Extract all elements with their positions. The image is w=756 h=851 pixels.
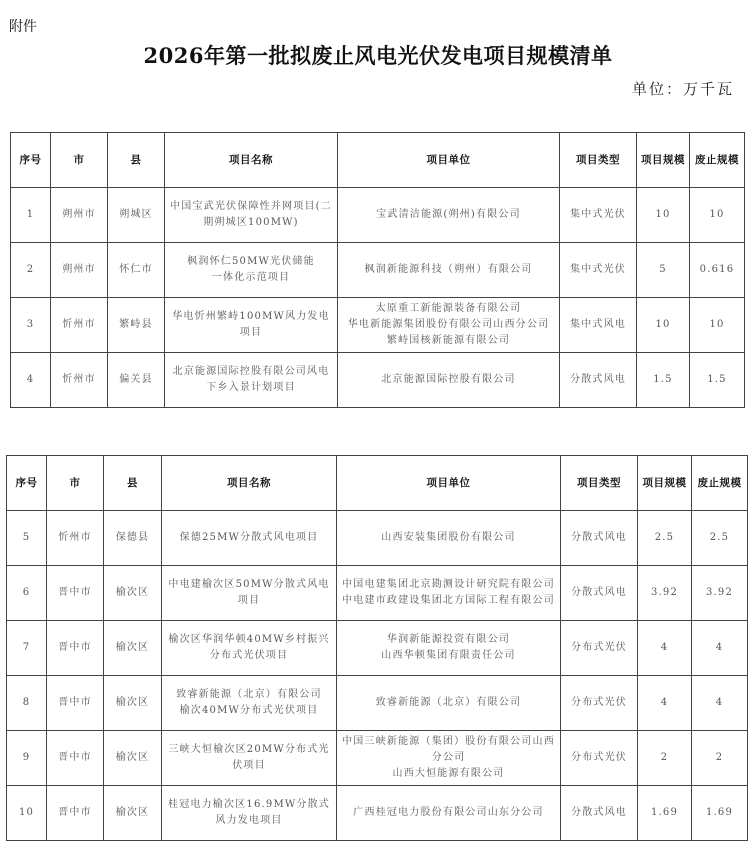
- cell-city: 朔州市: [51, 243, 108, 298]
- cell-project-unit-line: 太原重工新能源装备有限公司: [375, 303, 522, 314]
- cell-city: 忻州市: [47, 511, 104, 566]
- cell-county: 榆次区: [104, 731, 162, 786]
- cell-project-unit-line: 山西大恒能源有限公司: [392, 768, 505, 779]
- cell-project-name: [162, 676, 337, 731]
- cell-project-name-line: 致睿新能源（北京）有限公司: [176, 689, 322, 700]
- table-row: [7, 676, 748, 731]
- cell-city: 晋中市: [47, 731, 104, 786]
- cell-project-scale: 1.5: [637, 353, 690, 408]
- cell-project-unit-line: 枫润新能源科技（朔州）有限公司: [364, 264, 533, 275]
- table-row: [11, 243, 745, 298]
- cell-project-scale: 5: [637, 243, 690, 298]
- cell-project-name: [165, 298, 338, 353]
- table-header-row: [11, 133, 745, 188]
- cell-no: 3: [11, 298, 51, 353]
- cell-project-unit-line: 中国三峡新能源（集团）股份有限公司山西分公司: [342, 736, 555, 763]
- header-project-scale: 项目规模: [637, 133, 690, 188]
- table-row: [7, 511, 748, 566]
- cell-project-unit-line: 中国电建集团北京勘测设计研究院有限公司: [342, 579, 555, 590]
- cell-project-unit: [338, 243, 560, 298]
- cell-project-name: [162, 566, 337, 621]
- cell-project-name-line: 榆次40MW分布式光伏项目: [179, 705, 319, 716]
- header-no: 序号: [7, 456, 47, 511]
- table-row: [7, 786, 748, 841]
- cell-project-type: 分散式风电: [560, 353, 637, 408]
- cell-abolish-scale: 1.5: [690, 353, 745, 408]
- cell-project-unit-line: 山西华顿集团有限责任公司: [381, 650, 516, 661]
- project-table-1: [10, 132, 745, 408]
- cell-project-unit: [338, 188, 560, 243]
- cell-no: 1: [11, 188, 51, 243]
- cell-project-name-line: 桂冠电力榆次区16.9MW分散式风力发电项目: [168, 799, 330, 826]
- header-project-name: 项目名称: [162, 456, 337, 511]
- cell-project-unit-line: 致睿新能源（北京）有限公司: [375, 697, 522, 708]
- cell-project-name: [165, 188, 338, 243]
- cell-project-scale: 3.92: [638, 566, 692, 621]
- table-body: [7, 511, 748, 841]
- cell-abolish-scale: 2.5: [692, 511, 748, 566]
- cell-county: 保德县: [104, 511, 162, 566]
- cell-project-name: [162, 511, 337, 566]
- cell-project-scale: 10: [637, 298, 690, 353]
- cell-county: 怀仁市: [108, 243, 165, 298]
- cell-project-unit: [337, 566, 561, 621]
- cell-project-type: 分散式风电: [561, 566, 638, 621]
- cell-project-unit-line: 华润新能源投资有限公司: [386, 634, 511, 645]
- cell-no: 5: [7, 511, 47, 566]
- table-body: [11, 188, 745, 408]
- cell-project-unit-line: 北京能源国际控股有限公司: [381, 374, 516, 385]
- table-row: [11, 188, 745, 243]
- cell-project-unit-line: 繁峙国核新能源有限公司: [386, 335, 511, 346]
- cell-project-unit-line: 华电新能源集团股份有限公司山西分公司: [347, 319, 550, 330]
- header-project-unit: 项目单位: [337, 456, 561, 511]
- cell-project-unit: [337, 731, 561, 786]
- cell-abolish-scale: 1.69: [692, 786, 748, 841]
- cell-city: 晋中市: [47, 786, 104, 841]
- header-project-name: 项目名称: [165, 133, 338, 188]
- cell-county: 榆次区: [104, 786, 162, 841]
- cell-county: 榆次区: [104, 676, 162, 731]
- attachment-label: 附件: [9, 19, 37, 35]
- cell-project-name-line: 一体化示范项目: [211, 272, 291, 283]
- cell-project-name-line: 榆次区华润华顿40MW乡村振兴分布式光伏项目: [168, 634, 330, 661]
- header-county: 县: [104, 456, 162, 511]
- table-row: [11, 298, 745, 353]
- cell-abolish-scale: 10: [690, 188, 745, 243]
- cell-project-unit: [337, 676, 561, 731]
- cell-county: 榆次区: [104, 621, 162, 676]
- cell-project-unit-line: 宝武清洁能源(朔州)有限公司: [376, 209, 521, 220]
- header-city: 市: [51, 133, 108, 188]
- header-no: 序号: [11, 133, 51, 188]
- cell-no: 4: [11, 353, 51, 408]
- cell-county: 偏关县: [108, 353, 165, 408]
- table-row: [7, 566, 748, 621]
- cell-project-name: [165, 243, 338, 298]
- cell-project-scale: 2: [638, 731, 692, 786]
- cell-project-name: [165, 353, 338, 408]
- cell-project-unit: [337, 786, 561, 841]
- cell-project-unit: [337, 511, 561, 566]
- cell-project-type: 分布式光伏: [561, 676, 638, 731]
- cell-project-type: 分散式风电: [561, 511, 638, 566]
- cell-project-unit-line: 山西安装集团股份有限公司: [381, 532, 516, 543]
- cell-abolish-scale: 0.616: [690, 243, 745, 298]
- cell-no: 2: [11, 243, 51, 298]
- unit-label: 单位：万千瓦: [631, 80, 734, 98]
- cell-project-name: [162, 786, 337, 841]
- cell-project-unit-line: 中电建市政建设集团北方国际工程有限公司: [342, 595, 555, 606]
- cell-project-name-line: 北京能源国际控股有限公司风电下乡入景计划项目: [172, 366, 330, 393]
- cell-city: 晋中市: [47, 566, 104, 621]
- cell-no: 9: [7, 731, 47, 786]
- cell-county: 朔城区: [108, 188, 165, 243]
- cell-project-type: 集中式光伏: [560, 243, 637, 298]
- cell-abolish-scale: 4: [692, 621, 748, 676]
- cell-project-name-line: 三峡大恒榆次区20MW分布式光伏项目: [168, 744, 330, 771]
- header-city: 市: [47, 456, 104, 511]
- cell-project-scale: 1.69: [638, 786, 692, 841]
- cell-project-scale: 4: [638, 676, 692, 731]
- cell-project-name-line: 华电忻州繁峙100MW风力发电项目: [172, 311, 330, 338]
- cell-city: 晋中市: [47, 676, 104, 731]
- cell-city: 忻州市: [51, 298, 108, 353]
- header-project-unit: 项目单位: [338, 133, 560, 188]
- cell-city: 忻州市: [51, 353, 108, 408]
- document-title: 2026年第一批拟废止风电光伏发电项目规模清单: [143, 43, 613, 68]
- header-abolish-scale: 废止规模: [692, 456, 748, 511]
- header-abolish-scale: 废止规模: [690, 133, 745, 188]
- cell-project-scale: 4: [638, 621, 692, 676]
- cell-no: 10: [7, 786, 47, 841]
- header-county: 县: [108, 133, 165, 188]
- cell-project-unit: [338, 353, 560, 408]
- table-row: [7, 731, 748, 786]
- cell-no: 7: [7, 621, 47, 676]
- cell-project-type: 分散式风电: [561, 786, 638, 841]
- cell-project-name: [162, 621, 337, 676]
- cell-no: 6: [7, 566, 47, 621]
- cell-project-name-line: 枫润怀仁50MW光伏储能: [187, 256, 315, 267]
- cell-city: 晋中市: [47, 621, 104, 676]
- cell-project-scale: 2.5: [638, 511, 692, 566]
- project-table-2: [6, 455, 748, 841]
- header-project-scale: 项目规模: [638, 456, 692, 511]
- cell-project-type: 分布式光伏: [561, 731, 638, 786]
- cell-project-scale: 10: [637, 188, 690, 243]
- table-header-row: [7, 456, 748, 511]
- cell-project-name-line: 中电建榆次区50MW分散式风电项目: [168, 579, 330, 606]
- cell-project-unit-line: 广西桂冠电力股份有限公司山东分公司: [353, 807, 544, 818]
- cell-no: 8: [7, 676, 47, 731]
- cell-abolish-scale: 4: [692, 676, 748, 731]
- header-project-type: 项目类型: [560, 133, 637, 188]
- cell-project-type: 集中式光伏: [560, 188, 637, 243]
- header-project-type: 项目类型: [561, 456, 638, 511]
- cell-project-type: 集中式风电: [560, 298, 637, 353]
- cell-city: 朔州市: [51, 188, 108, 243]
- cell-abolish-scale: 2: [692, 731, 748, 786]
- cell-abolish-scale: 10: [690, 298, 745, 353]
- cell-project-name-line: 中国宝武光伏保障性并网项目(二期朔城区100MW): [170, 201, 332, 228]
- cell-abolish-scale: 3.92: [692, 566, 748, 621]
- cell-project-unit: [337, 621, 561, 676]
- table-row: [7, 621, 748, 676]
- cell-county: 繁峙县: [108, 298, 165, 353]
- cell-project-name: [162, 731, 337, 786]
- cell-county: 榆次区: [104, 566, 162, 621]
- table-row: [11, 353, 745, 408]
- cell-project-type: 分布式光伏: [561, 621, 638, 676]
- cell-project-unit: [338, 298, 560, 353]
- cell-project-name-line: 保德25MW分散式风电项目: [179, 532, 319, 543]
